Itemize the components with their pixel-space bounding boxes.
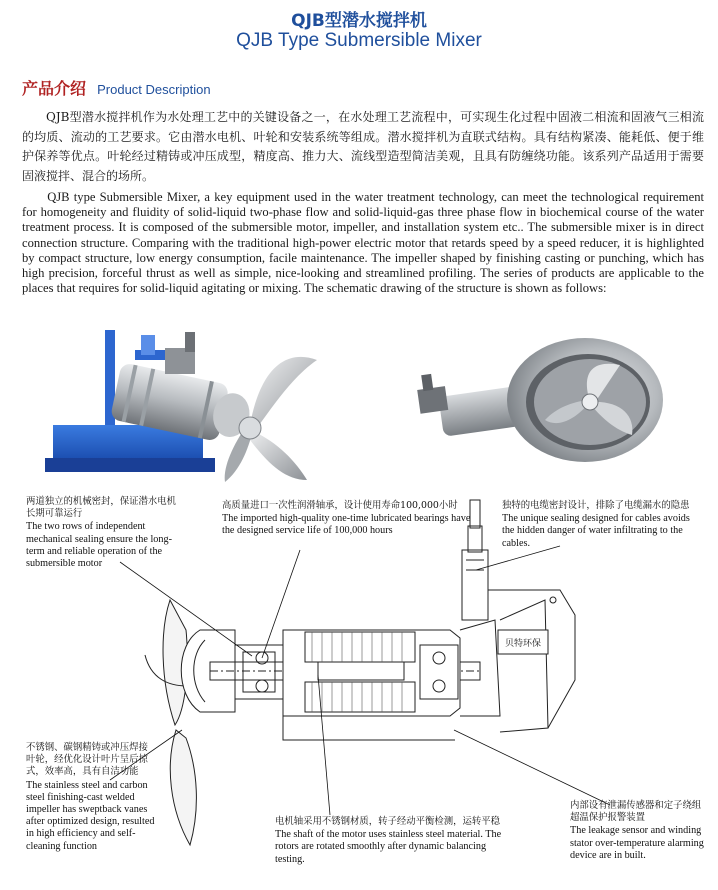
- callout-bearing-en: The imported high-quality one-time lubricated bearings have the designed service life of 100,000 hours: [222, 513, 471, 537]
- description-en: QJB type Submersible Mixer, a key equipment used in the water treatment technology, can meet the technological requirement for homogeneity and fluidity of solid-liquid two-phase flow and solid-liquid-gas three phase flow in biochemical course of the water treatment process. It is composed of the submersible motor, impeller, and installation system etc.. The submersible mixer is in direct connection structure. Comparing with the traditional high-power electric motor that retards speed by a speed reducer, it is highlighted by compact structure, low energy consumption, facile maintenance. The impeller shaped by finishing casting or punching, which has high precision, forceful thrust as well as simple, nice-looking and streamlined profiling. The series of products are applicable to the places that requires for solid-liquid agitating or mixing. The schematic drawing of the structure is shown as follows:: [22, 190, 704, 296]
- product-photo-ring-mixer: [410, 330, 680, 485]
- callout-seal-en: The two rows of independent mechanical sealing ensure the long-term and reliable operation of the submersible motor: [26, 521, 172, 570]
- callout-impeller-en: The stainless steel and carbon steel finishing-cast welded impeller has sweptback vanes after optimized design, resulted in high efficiency and self-cleaning function: [26, 779, 155, 852]
- callout-sensor-en: The leakage sensor and winding stator over-temperature alarming device are in built.: [570, 825, 704, 861]
- section-title-cn: 产品介绍: [22, 79, 87, 98]
- section-heading: [22, 76, 211, 99]
- callout-leakage-sensor: [570, 800, 705, 862]
- callout-cable-en: The unique sealing designed for cables avoids the hidden danger of water infiltrating to the cables.: [502, 513, 690, 549]
- callout-sensor-cn: 内部设有泄漏传感器和定子绕组超温保护报警装置: [570, 800, 702, 824]
- callout-seal-cn: 两道独立的机械密封，保证潜水电机长期可靠运行: [26, 496, 177, 520]
- drawing-brand-label: 贝特环保: [504, 639, 542, 649]
- page-title-cn: QJB型潜水搅拌机: [291, 11, 427, 31]
- callout-bearing-cn: 高质量进口一次性润滑轴承，设计使用寿命100,000小时: [222, 500, 458, 511]
- callout-mechanical-seal: [26, 496, 176, 570]
- callout-bearing: [222, 500, 472, 538]
- description-cn: QJB型潜水搅拌机作为水处理工艺中的关键设备之一，在水处理工艺流程中，可实现生化过程中固液二相流和固液气三相流的均质、流动的工艺要求。它由潜水电机、叶轮和安装系统等组成。潜水搅拌机为直联式结构。具有结构紧凑、能耗低、便于维护保养等优点。叶轮经过精铸或冲压成型，精度高、推力大、流线型造型简洁美观，且具有防缠绕功能。该系列产品适用于需要固液搅拌、混合的场所。: [22, 110, 704, 183]
- section-title-en: Product Description: [97, 82, 211, 97]
- callout-impeller-cn: 不锈钢、碳钢精铸或冲压焊接叶轮，经优化设计叶片呈后掠式，效率高，具有自洁功能: [26, 742, 148, 778]
- callout-cable-seal: [502, 500, 702, 550]
- page-title-en: QJB Type Submersible Mixer: [236, 30, 482, 51]
- callout-impeller: [26, 742, 156, 853]
- callout-shaft-cn: 电机轴采用不锈钢材质，转子经动平衡检测，运转平稳: [275, 816, 501, 827]
- product-photo-stand-mixer: [45, 330, 325, 485]
- callout-shaft-en: The shaft of the motor uses stainless steel material. The rotors are rotated smoothly after dynamic balancing testing.: [275, 829, 502, 865]
- callout-shaft: [275, 816, 505, 866]
- callout-cable-cn: 独特的电缆密封设计，排除了电缆漏水的隐患: [502, 500, 690, 511]
